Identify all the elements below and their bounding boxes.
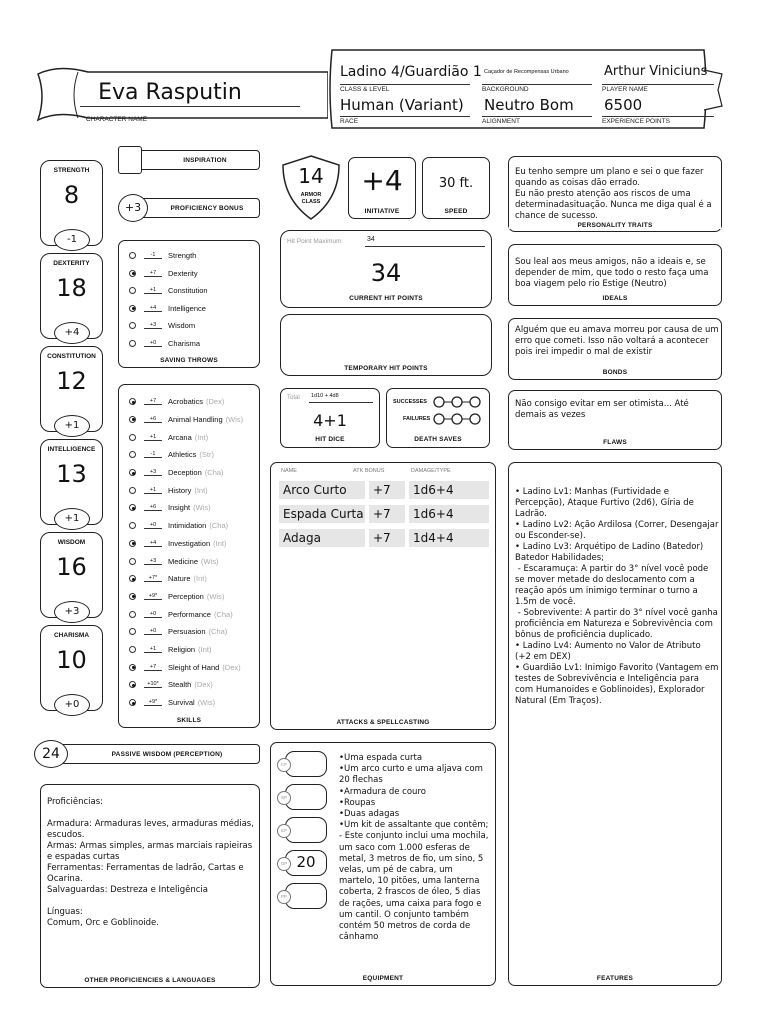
attack-damage[interactable]: 1d6+4 [409, 481, 489, 499]
passive-perception-value[interactable]: 24 [34, 740, 68, 768]
features-text[interactable]: • Ladino Lv1: Manhas (Furtividade e Percepção), Ataque Furtivo (2d6), Gíria de Ladrão. • Ladino Lv2: Ação Ardilosa (Correr, Desengajar ou Esconder-se). • Ladino Lv3: Arquétipo de Ladino (Batedor) Batedor Habilidades; - Escaramuça: A partir do 3° nível você pode se mover metade do deslocamento com a reação após um inimigo terminar o turno a 1.5m de você. - Sobrevivente: A partir do 3° nível você ganha proficiência em Natureza e Sobrevivência com bônus de proficiência duplicado. • Ladino Lv4: Aumento no Valor de Atributo (+2 em DEX) • Guardião Lv1: Inimigo Favorito (Vantagem em testes de Sobrevivência e Inteligência para com Humanoides e Goblinoides), Explorador Natural (Em Traços). [515, 487, 719, 706]
skill-row[interactable] [119, 428, 259, 446]
skill-stat: (Cha) [213, 609, 233, 619]
proficiency-dot-icon[interactable] [129, 593, 136, 600]
speed-value[interactable]: 30 ft. [438, 176, 474, 191]
saving-throws-label: SAVING THROWS [160, 357, 218, 364]
death-saves-failures-label: FAILURES [403, 416, 431, 422]
coin-box-ep[interactable] [280, 817, 327, 843]
attribute-dexterity [40, 253, 103, 339]
attacks-col-damage: DAMAGE/TYPE [411, 468, 451, 474]
skill-row[interactable] [119, 464, 259, 482]
background-label: BACKGROUND [482, 84, 592, 93]
skill-stat: (Wis) [206, 591, 225, 601]
experience-points[interactable]: 6500 [604, 96, 643, 114]
initiative-label: INITIATIVE [364, 208, 400, 215]
skill-row[interactable] [119, 446, 259, 464]
attack-name[interactable]: Espada Curta [279, 505, 365, 523]
armor-class-label-1: ARMOR [300, 192, 322, 198]
equipment-label: EQUIPMENT [362, 975, 404, 982]
proficiency-dot-icon[interactable] [129, 469, 136, 476]
skill-name: Animal Handling [168, 414, 223, 424]
skill-name: Performance [168, 609, 211, 619]
proficiency-dot-icon[interactable] [129, 558, 136, 565]
proficiency-dot-icon[interactable] [129, 575, 136, 582]
skill-stat: (Dex) [222, 662, 241, 672]
personality-traits-box [508, 156, 722, 232]
skill-stat: (Str) [199, 450, 214, 460]
saving-throw-bonus: +7 [144, 270, 162, 277]
player-name[interactable]: Arthur Viniciuns [604, 64, 708, 79]
skill-name: Religion [168, 645, 196, 655]
attribute-modifier: +4 [54, 322, 90, 344]
skill-name: Insight [168, 503, 191, 513]
proficiency-dot-icon[interactable] [129, 322, 136, 329]
armor-class-value[interactable]: 14 [298, 164, 324, 188]
skill-bonus: +0 [144, 628, 162, 635]
skill-bonus: +10* [144, 681, 162, 688]
skill-bonus: +3 [144, 469, 162, 476]
alignment-label: ALIGNMENT [482, 116, 592, 125]
temp-hp-label: TEMPORARY HIT POINTS [344, 365, 428, 372]
skill-bonus: +6 [144, 504, 162, 511]
skill-bonus: +7 [144, 398, 162, 405]
skill-row[interactable] [119, 570, 259, 588]
proficiency-dot-icon[interactable] [129, 646, 136, 653]
skill-bonus: +7* [144, 575, 162, 582]
attribute-name: WISDOM [57, 539, 86, 546]
proficiency-dot-icon[interactable] [129, 416, 136, 423]
attacks-box [270, 462, 496, 730]
proficiency-dot-icon[interactable] [129, 252, 136, 259]
attribute-charisma [40, 625, 103, 711]
proficiency-dot-icon[interactable] [129, 681, 136, 688]
proficiency-dot-icon[interactable] [129, 451, 136, 458]
proficiency-dot-icon[interactable] [129, 664, 136, 671]
initiative-box [348, 157, 416, 219]
skill-row[interactable] [119, 605, 259, 623]
saving-throw-row[interactable] [119, 282, 259, 300]
alignment[interactable]: Neutro Bom [484, 96, 574, 114]
character-name[interactable]: Eva Rasputin [98, 80, 242, 105]
skill-bonus: +4 [144, 540, 162, 547]
saving-throw-row[interactable] [119, 317, 259, 335]
coin-type-label: PP [277, 890, 291, 904]
proficiency-dot-icon[interactable] [129, 504, 136, 511]
skills-label: SKILLS [176, 717, 202, 724]
skill-name: Perception [168, 591, 204, 601]
attribute-score[interactable]: 10 [56, 646, 87, 674]
attack-name[interactable]: Arco Curto [279, 481, 365, 499]
skill-stat: (Wis) [201, 556, 219, 566]
race[interactable]: Human (Variant) [340, 96, 464, 114]
skill-bonus: +1 [144, 487, 162, 494]
skill-stat: (Cha) [208, 627, 228, 637]
skill-row[interactable] [119, 411, 259, 429]
skill-row[interactable] [119, 482, 259, 500]
bonds-label: BONDS [602, 369, 628, 376]
skill-row[interactable] [119, 552, 259, 570]
skill-name: Athletics [168, 450, 197, 460]
attribute-name: CONSTITUTION [47, 353, 96, 360]
skill-name: History [168, 485, 192, 495]
proficiency-dot-icon[interactable] [129, 522, 136, 529]
skill-bonus: +9* [144, 699, 162, 706]
skill-stat: (Int) [194, 432, 209, 442]
flaws-text[interactable]: Não consigo evitar em ser otimista... Até demais as vezes [515, 399, 692, 420]
saving-throw-name: Dexterity [168, 268, 198, 278]
skill-stat: (Cha) [204, 468, 224, 478]
attack-damage[interactable]: 1d6+4 [409, 505, 489, 523]
skill-name: Persuasion [168, 627, 206, 637]
saving-throw-row[interactable] [119, 247, 259, 265]
proficiency-label: PROFICIENCY BONUS [170, 205, 244, 212]
inspiration-checkbox[interactable] [118, 146, 142, 174]
experience-points-label: EXPERIENCE POINTS [602, 116, 714, 125]
attribute-score[interactable]: 12 [56, 367, 87, 395]
coin-value: 20 [296, 853, 316, 871]
attribute-score[interactable]: 16 [56, 553, 87, 581]
current-hp-label: CURRENT HIT POINTS [349, 295, 423, 302]
attribute-wisdom [40, 532, 103, 618]
race-label: RACE [340, 116, 470, 125]
skill-bonus: +7 [144, 664, 162, 671]
death-save-bubbles-icon[interactable] [433, 395, 485, 429]
saving-throw-name: Wisdom [168, 321, 196, 331]
coin-box-cp[interactable] [280, 751, 327, 777]
current-hp-box [280, 230, 492, 308]
proficiency-dot-icon[interactable] [129, 611, 136, 618]
attribute-score[interactable]: 13 [56, 460, 87, 488]
death-saves-box [386, 388, 490, 448]
skill-bonus: +3 [144, 558, 162, 565]
coin-type-label: SP [277, 791, 291, 805]
skill-name: Survival [168, 698, 195, 708]
coin-box-gp[interactable] [280, 850, 327, 876]
hit-dice-total-label: Total [287, 395, 300, 401]
proficiency-dot-icon[interactable] [129, 287, 136, 294]
skill-stat: (Wis) [197, 698, 216, 708]
coin-type-label: CP [277, 758, 291, 772]
skill-stat: (Dex) [194, 680, 213, 690]
skill-bonus: +0 [144, 611, 162, 618]
attribute-score[interactable]: 8 [63, 181, 80, 209]
saving-throws-box [118, 240, 260, 368]
saving-throw-row[interactable] [119, 335, 259, 353]
flaws-label: FLAWS [603, 439, 627, 446]
coin-type-label: EP [277, 824, 291, 838]
saving-throw-bonus: -1 [144, 252, 162, 259]
attribute-modifier: +0 [54, 694, 90, 716]
skill-row[interactable] [119, 676, 259, 694]
player-name-label: PLAYER NAME [602, 84, 714, 93]
attribute-modifier: -1 [54, 229, 90, 251]
skill-name: Acrobatics [168, 397, 204, 407]
character-name-label: CHARACTER NAME [86, 116, 148, 123]
temp-hp-box[interactable] [280, 314, 492, 376]
features-label: FEATURES [596, 975, 634, 982]
inspiration-label: INSPIRATION [183, 157, 227, 164]
skill-stat: (Int) [213, 538, 227, 548]
attribute-name: CHARISMA [53, 632, 90, 639]
attacks-col-name: NAME [281, 468, 297, 474]
proficiencies-box [40, 784, 260, 988]
background-value[interactable]: Caçador de Recompensas Urbano [484, 69, 569, 75]
ideals-label: IDEALS [602, 295, 628, 302]
personality-traits-text[interactable]: Eu tenho sempre um plano e sei o que fazer quando as coisas dão errado. Eu não presto atenção aos riscos de uma determinadasituação. Nunca me diga qual é a chance de sucesso. [515, 167, 712, 221]
skill-row[interactable] [119, 641, 259, 659]
hit-dice-total[interactable]: 1d10 + 4d8 [311, 393, 339, 399]
saving-throw-row[interactable] [119, 300, 259, 318]
class-level[interactable]: Ladino 4/Guardião 1 [340, 64, 482, 80]
saving-throw-name: Charisma [168, 338, 201, 348]
skill-stat: (Int) [194, 485, 208, 495]
hp-max-label: Hit Point Maximum [287, 238, 342, 245]
bonds-text[interactable]: Alguém que eu amava morreu por causa de um erro que cometi. Isso não voltará a acontecer pois irei impedir o mal de existir [515, 325, 722, 357]
personality-traits-label: PERSONALITY TRAITS [509, 222, 721, 229]
attack-name[interactable]: Adaga [279, 529, 365, 547]
skill-row[interactable] [119, 499, 259, 517]
proficiencies-text[interactable]: Proficiências: Armadura: Armaduras leves, armaduras médias, escudos. Armas: Armas simples, armas marciais rapieiras e espadas curtas Ferramentas: Ferramentas de ladrão, Cartas e Ocarina. Salvaguardas: Destreza e Inteligência Línguas: Comum, Orc e Goblinoide. [47, 797, 254, 928]
skill-name: Sleight of Hand [168, 662, 220, 672]
skill-row[interactable] [119, 393, 259, 411]
speed-label: SPEED [444, 208, 468, 215]
saving-throw-bonus: +3 [144, 322, 162, 329]
skill-stat: (Wis) [225, 414, 244, 424]
skill-row[interactable] [119, 623, 259, 641]
equipment-box [270, 742, 496, 986]
current-hp-value[interactable]: 34 [370, 259, 402, 287]
attribute-score[interactable]: 18 [56, 274, 87, 302]
attribute-modifier: +3 [54, 601, 90, 623]
proficiency-dot-icon[interactable] [129, 487, 136, 494]
attack-damage[interactable]: 1d4+4 [409, 529, 489, 547]
skill-name: Intimidation [168, 521, 207, 531]
hit-dice-box [280, 388, 380, 448]
skill-bonus: +0 [144, 522, 162, 529]
features-box [508, 462, 722, 986]
attacks-label: ATTACKS & SPELLCASTING [336, 719, 430, 726]
flaws-box [508, 390, 722, 450]
attack-bonus[interactable]: +7 [369, 481, 405, 499]
hit-dice-value[interactable]: 4+1 [313, 411, 347, 430]
attribute-intelligence [40, 439, 103, 525]
skill-name: Investigation [168, 538, 211, 548]
attribute-modifier: +1 [54, 508, 90, 530]
passive-perception-label: PASSIVE WISDOM (PERCEPTION) [111, 751, 223, 758]
skill-stat: (Dex) [206, 397, 225, 407]
attacks-col-bonus: ATK BONUS [353, 468, 385, 474]
attribute-name: INTELLIGENCE [47, 446, 96, 453]
proficiency-dot-icon[interactable] [129, 340, 136, 347]
skill-row[interactable] [119, 694, 259, 712]
proficiency-dot-icon[interactable] [129, 305, 136, 312]
skill-stat: (Cha) [209, 521, 229, 531]
skill-stat: (Int) [198, 645, 212, 655]
coin-box-pp[interactable] [280, 883, 327, 909]
skill-row[interactable] [119, 535, 259, 553]
saving-throw-bonus: +4 [144, 305, 162, 312]
attribute-strength [40, 160, 103, 246]
coin-box-sp[interactable] [280, 784, 327, 810]
attribute-name: DEXTERITY [53, 260, 90, 267]
proficiency-dot-icon[interactable] [129, 398, 136, 405]
skill-bonus: +6 [144, 416, 162, 423]
skill-name: Nature [168, 574, 191, 584]
skill-name: Stealth [168, 680, 192, 690]
saving-throw-name: Constitution [168, 286, 208, 296]
initiative-value[interactable]: +4 [361, 164, 403, 197]
death-saves-label: DEATH SAVES [414, 436, 462, 443]
proficiencies-label: OTHER PROFICIENCIES & LANGUAGES [84, 977, 216, 984]
saving-throw-name: Strength [168, 251, 197, 261]
skill-row[interactable] [119, 517, 259, 535]
ideals-box [508, 244, 722, 306]
saving-throw-row[interactable] [119, 265, 259, 283]
hit-dice-label: HIT DICE [315, 436, 345, 443]
proficiency-dot-icon[interactable] [129, 270, 136, 277]
speed-box [422, 157, 490, 219]
attack-bonus[interactable]: +7 [369, 529, 405, 547]
proficiency-dot-icon[interactable] [129, 540, 136, 547]
skill-row[interactable] [119, 588, 259, 606]
skill-bonus: +1 [144, 434, 162, 441]
saving-throw-bonus: +0 [144, 340, 162, 347]
proficiency-dot-icon[interactable] [129, 434, 136, 441]
proficiency-bonus[interactable]: +3 [118, 194, 148, 222]
bonds-box [508, 318, 722, 380]
skill-row[interactable] [119, 659, 259, 677]
skill-name: Deception [168, 468, 202, 478]
skill-bonus: +1 [144, 646, 162, 653]
attribute-modifier: +1 [54, 415, 90, 437]
attribute-name: STRENGTH [53, 167, 90, 174]
skill-bonus: -1 [144, 451, 162, 458]
skill-stat: (Int) [193, 574, 207, 584]
equipment-text[interactable]: •Uma espada curta •Um arco curto e uma aljava com 20 flechas •Armadura de couro •Roupas •Duas adagas •Um kit de assaltante que contêm; - Este conjunto inclui uma mochila, um saco com 1.000 esferas de metal, 3 metros de fio, um sino, 5 velas, um pé de cabra, um martelo, 10 pitões, uma lanterna coberta, 2 frascos de óleo, 5 dias de rações, uma caixa para fogo e um cantil. O conjunto também contém 50 metros de corda de cânhamo [339, 753, 489, 943]
proficiency-dot-icon[interactable] [129, 699, 136, 706]
skill-bonus: +9* [144, 593, 162, 600]
death-saves-successes-label: SUCCESSES [393, 399, 427, 405]
hp-max-value[interactable]: 34 [367, 236, 375, 243]
attack-bonus[interactable]: +7 [369, 505, 405, 523]
coin-type-label: GP [277, 857, 291, 871]
attribute-constitution [40, 346, 103, 432]
skill-stat: (Wis) [193, 503, 211, 513]
class-level-label: CLASS & LEVEL [340, 84, 470, 93]
ideals-text[interactable]: Sou leal aos meus amigos, não a ideais e, se depender de mim, que todo o resto faça uma boa viagem pelo rio Estige (Neutro) [515, 257, 712, 289]
skills-box [118, 384, 260, 728]
armor-class-label-2: CLASS [301, 199, 321, 205]
proficiency-dot-icon[interactable] [129, 628, 136, 635]
saving-throw-name: Intelligence [168, 303, 206, 313]
skill-name: Medicine [168, 556, 199, 566]
skill-name: Arcana [168, 432, 192, 442]
saving-throw-bonus: +1 [144, 287, 162, 294]
